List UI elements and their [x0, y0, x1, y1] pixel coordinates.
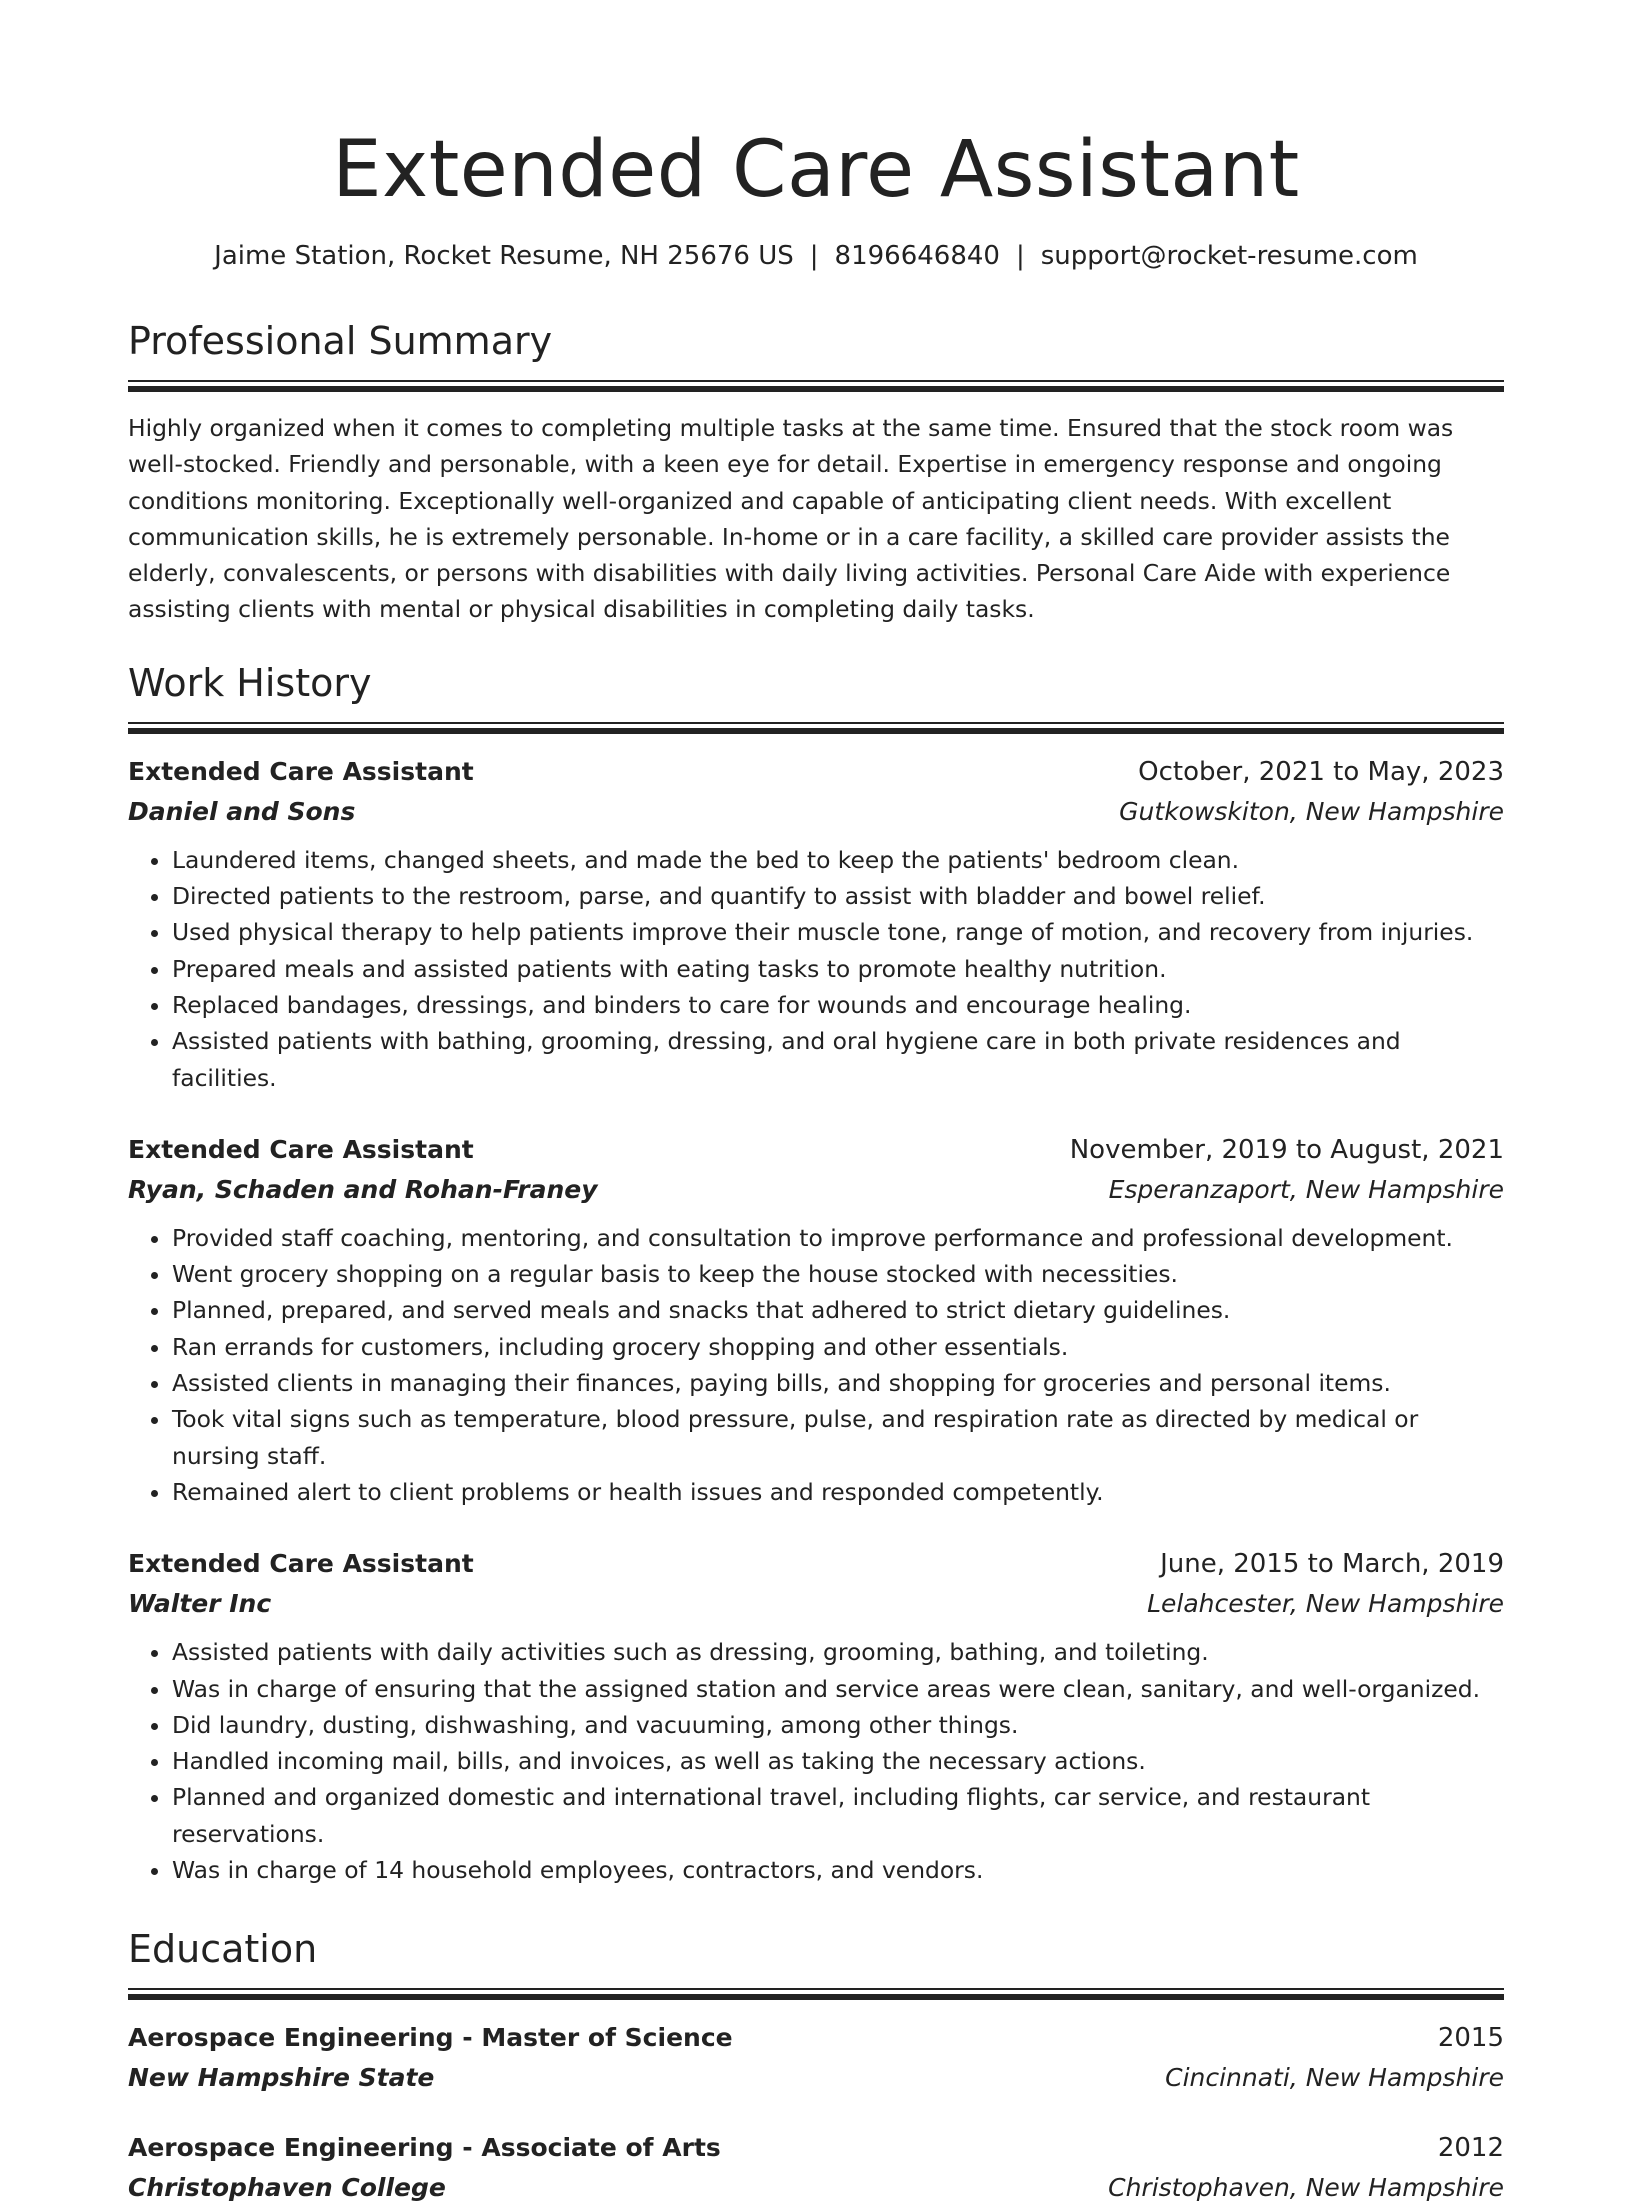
contact-address: Jaime Station, Rocket Resume, NH 25676 US: [214, 241, 794, 271]
education-section: [128, 1924, 1504, 2208]
job-duty: • Provided staff coaching, mentoring, and consultation to improve performance and professional development.: [172, 1220, 1504, 1256]
contact-email: support@rocket-resume.com: [1040, 241, 1418, 271]
section-title-summary: Professional Summary: [128, 319, 553, 363]
job-duties-list: [128, 1634, 1504, 1888]
job-duty: • Took vital signs such as temperature, blood pressure, pulse, and respiration rate as directed by medical or nursing staff.: [172, 1401, 1504, 1474]
job-company: Walter Inc: [128, 1589, 272, 1619]
contact-separator: |: [1015, 241, 1025, 271]
education-school: Christophaven College: [128, 2173, 446, 2203]
education-location: Cincinnati, New Hampshire: [1165, 2063, 1504, 2093]
job-duty: • Prepared meals and assisted patients with eating tasks to promote healthy nutrition.: [172, 951, 1504, 987]
education-school: New Hampshire State: [128, 2063, 435, 2093]
contact-phone: 8196646840: [834, 241, 1000, 271]
job-entry: [128, 1130, 1504, 1510]
job-duty: • Was in charge of 14 household employees, contractors, and vendors.: [172, 1852, 1504, 1888]
job-entry: [128, 752, 1504, 1096]
job-duty: • Used physical therapy to help patients improve their muscle tone, range of motion, and recovery from injuries.: [172, 914, 1504, 950]
job-company: Ryan, Schaden and Rohan-Franey: [128, 1174, 598, 1204]
education-location: Christophaven, New Hampshire: [1108, 2173, 1504, 2203]
section-divider: [128, 380, 1504, 392]
resume-page: [128, 118, 1504, 2208]
education-degree: Aerospace Engineering - Master of Science: [128, 2023, 733, 2053]
job-duty: • Planned, prepared, and served meals and snacks that adhered to strict dietary guidelines.: [172, 1292, 1504, 1328]
job-duty: • Ran errands for customers, including grocery shopping and other essentials.: [172, 1329, 1504, 1365]
job-duty: • Assisted clients in managing their finances, paying bills, and shopping for groceries and personal items.: [172, 1365, 1504, 1401]
job-company: Daniel and Sons: [128, 796, 356, 826]
job-duties-list: [128, 1220, 1504, 1510]
section-title-education: Education: [128, 1927, 318, 1972]
education-entry: [128, 2018, 1504, 2098]
job-title: Extended Care Assistant: [128, 1134, 474, 1164]
job-dates: October, 2021 to May, 2023: [1138, 756, 1504, 787]
job-duty: • Was in charge of ensuring that the assigned station and service areas were clean, sanitary, and well-organized.: [172, 1671, 1504, 1707]
job-duty: • Planned and organized domestic and international travel, including flights, car service, and restaurant reservations.: [172, 1779, 1504, 1852]
job-duty: • Remained alert to client problems or health issues and responded competently.: [172, 1474, 1504, 1510]
job-location: Gutkowskiton, New Hampshire: [1119, 796, 1504, 826]
job-duty: • Replaced bandages, dressings, and binders to care for wounds and encourage healing.: [172, 987, 1504, 1023]
job-duties-list: [128, 842, 1504, 1096]
work-history-section: [128, 658, 1504, 1889]
professional-summary-section: [128, 316, 1504, 628]
job-duty: • Assisted patients with daily activities such as dressing, grooming, bathing, and toileting.: [172, 1634, 1504, 1670]
job-location: Lelahcester, New Hampshire: [1147, 1589, 1504, 1619]
section-divider: [128, 1988, 1504, 2000]
job-title: Extended Care Assistant: [128, 756, 474, 786]
job-duty: • Assisted patients with bathing, grooming, dressing, and oral hygiene care in both private residences and facilities.: [172, 1023, 1504, 1096]
job-entry: [128, 1544, 1504, 1888]
section-divider: [128, 722, 1504, 734]
candidate-name: Extended Care Assistant: [332, 125, 1300, 215]
contact-separator: |: [809, 241, 819, 271]
job-dates: June, 2015 to March, 2019: [1160, 1549, 1504, 1580]
job-duty: • Directed patients to the restroom, parse, and quantify to assist with bladder and bowel relief.: [172, 878, 1504, 914]
job-duty: • Did laundry, dusting, dishwashing, and vacuuming, among other things.: [172, 1707, 1504, 1743]
job-title: Extended Care Assistant: [128, 1549, 474, 1579]
summary-text: Highly organized when it comes to completing multiple tasks at the same time. Ensured that the stock room was well-stocked. Friendly and personable, with a keen eye for detail. Expertise in emergency response and ongoing conditions monitoring. Exceptionally well-organized and capable of anticipating client needs. With excellent communication skills, he is extremely personable. In-home or in a care facility, a skilled care provider assists the elderly, convalescents, or persons with disabilities with daily living activities. Personal Care Aide with experience assisting clients with mental or physical disabilities in completing daily tasks.: [128, 414, 1454, 624]
education-entry: [128, 2128, 1504, 2208]
job-duty: • Handled incoming mail, bills, and invoices, as well as taking the necessary actions.: [172, 1743, 1504, 1779]
education-year: 2015: [1437, 2023, 1504, 2054]
job-duty: • Laundered items, changed sheets, and made the bed to keep the patients' bedroom clean.: [172, 842, 1504, 878]
section-title-work-history: Work History: [128, 660, 372, 705]
job-location: Esperanzaport, New Hampshire: [1108, 1174, 1504, 1204]
contact-line: [128, 238, 1504, 274]
education-degree: Aerospace Engineering - Associate of Arts: [128, 2133, 721, 2163]
education-year: 2012: [1437, 2133, 1504, 2164]
job-dates: November, 2019 to August, 2021: [1069, 1134, 1504, 1165]
job-duty: • Went grocery shopping on a regular basis to keep the house stocked with necessities.: [172, 1256, 1504, 1292]
